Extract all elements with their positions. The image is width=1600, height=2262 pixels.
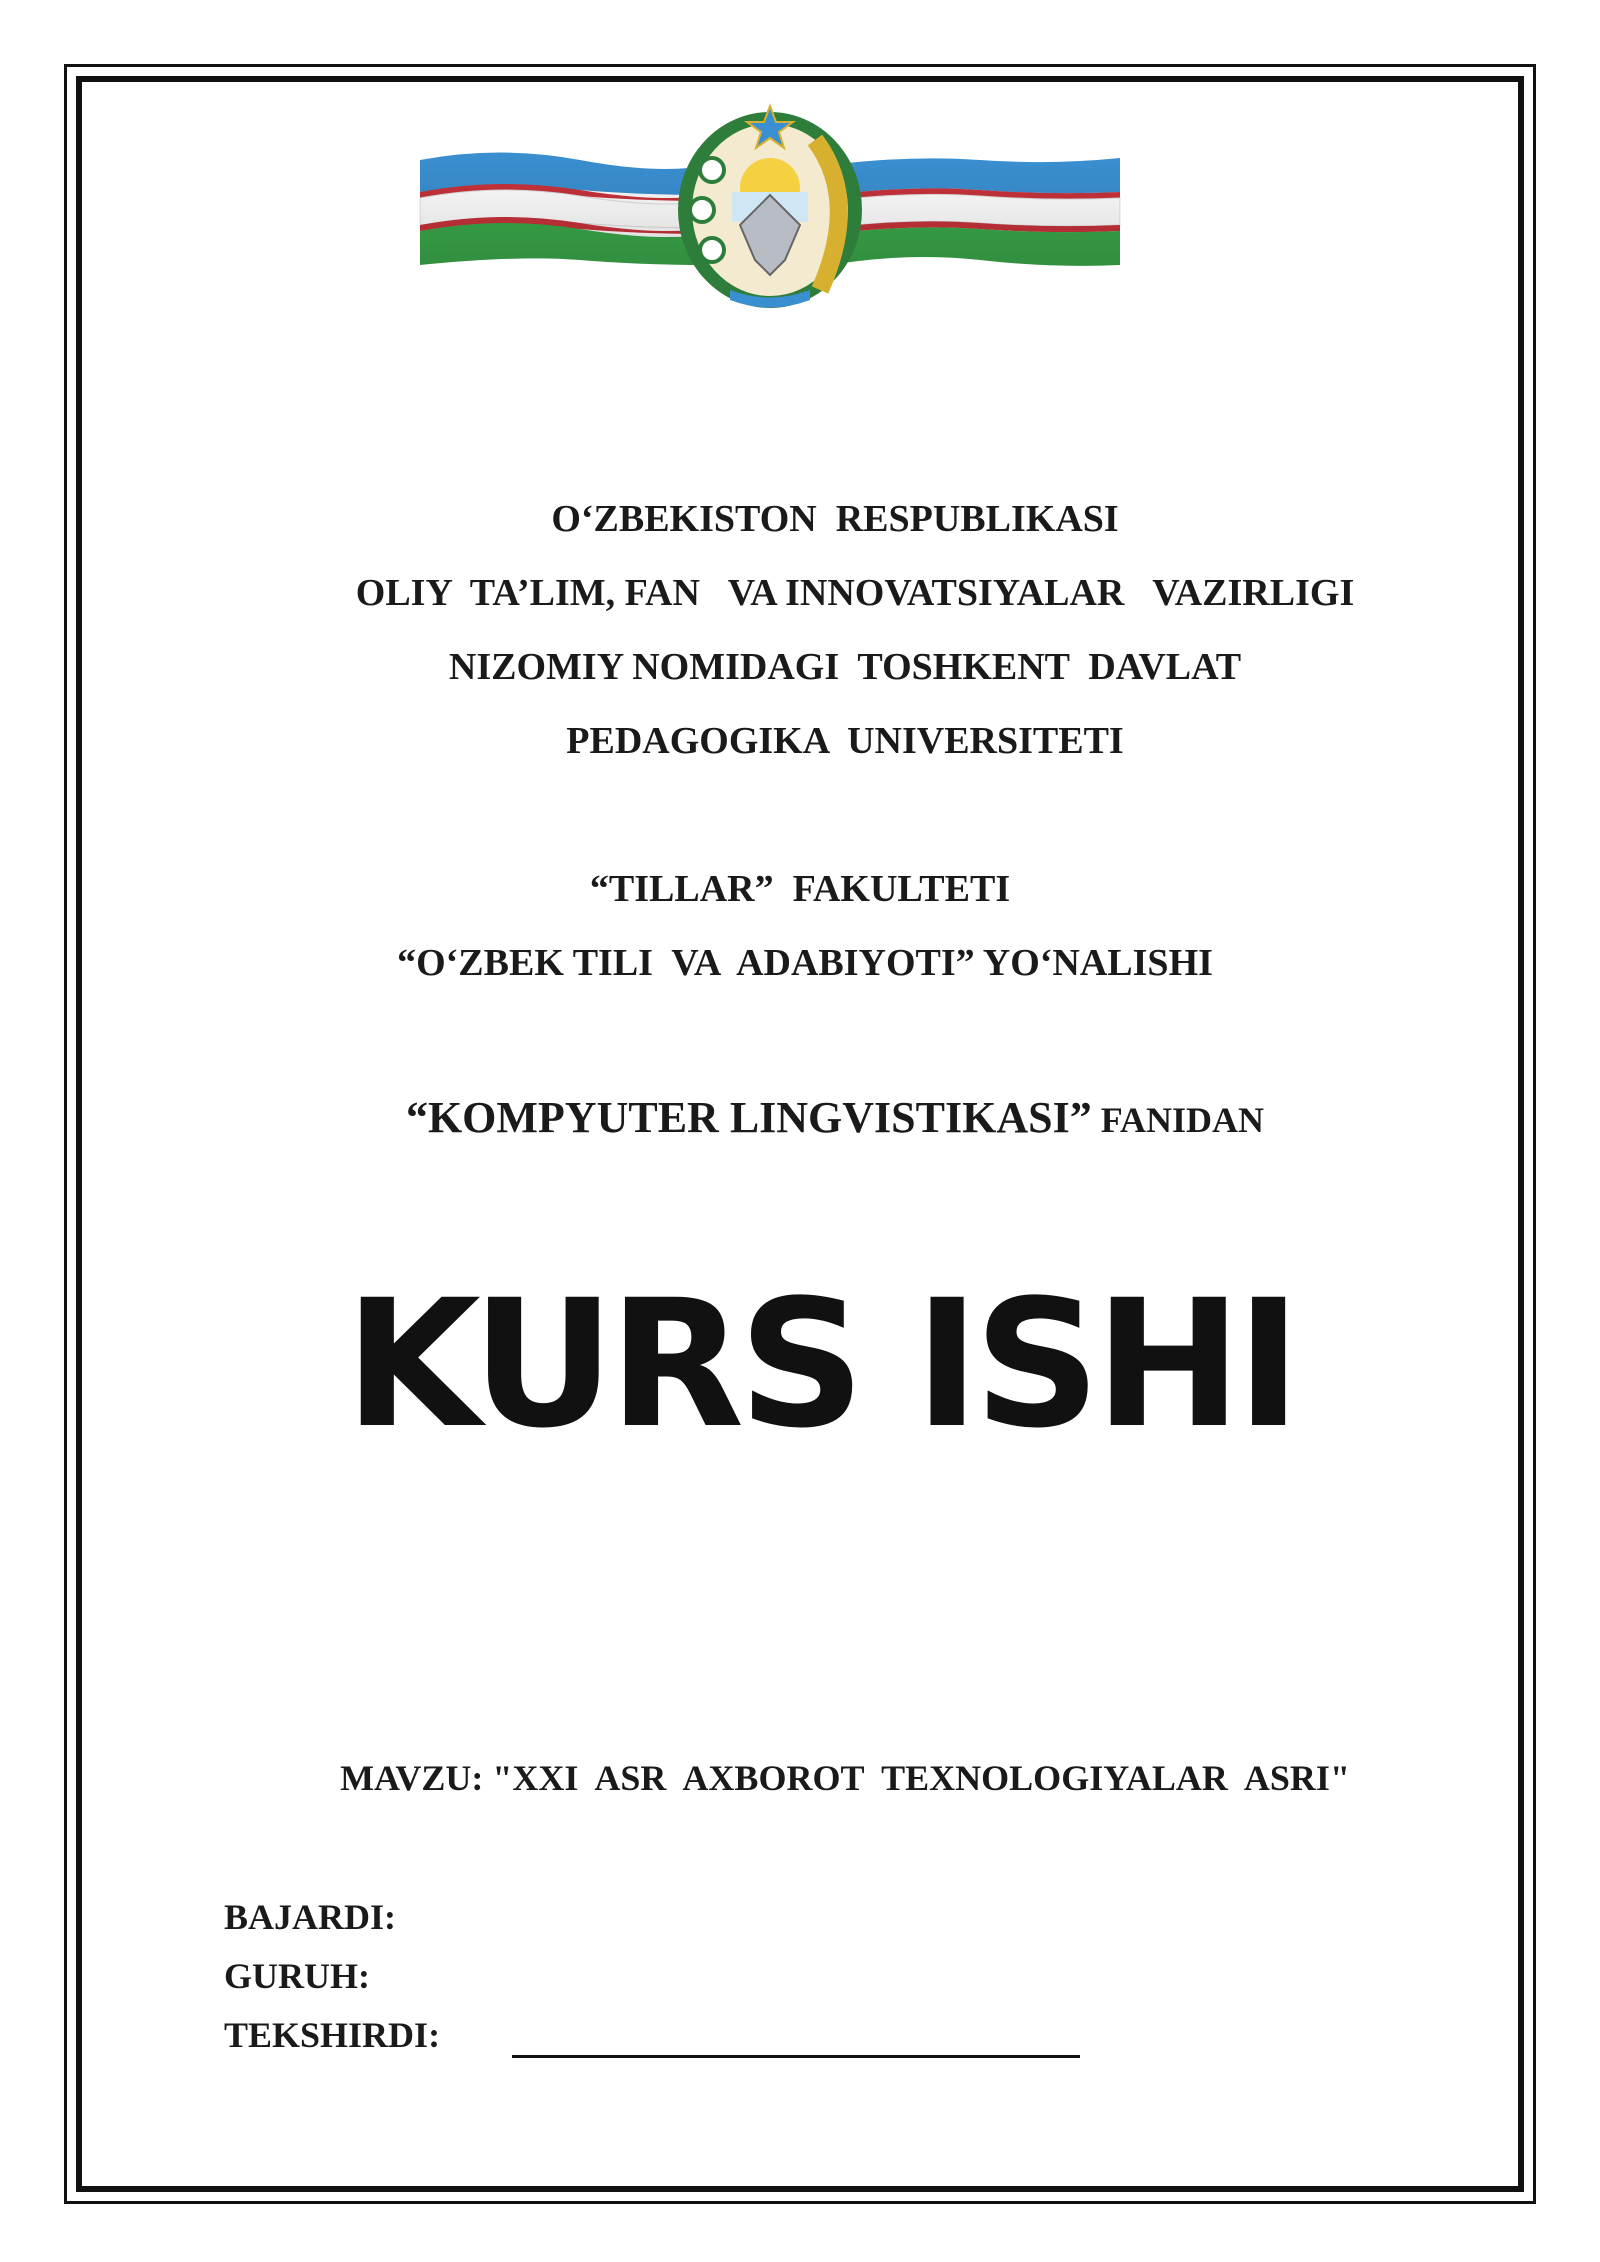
subject-line bbox=[0, 1092, 1600, 1143]
country-line: O‘ZBEKISTON RESPUBLIKASI bbox=[551, 498, 1119, 540]
checked-by-label: TEKSHIRDI: bbox=[224, 2015, 441, 2055]
university-line-2: PEDAGOGIKA UNIVERSITETI bbox=[566, 720, 1124, 762]
coat-of-arms bbox=[678, 106, 862, 308]
done-by-label: BAJARDI: bbox=[224, 1897, 397, 1937]
ministry-line: OLIY TA’LIM, FAN VA INNOVATSIYALAR VAZIRLIGI bbox=[355, 572, 1355, 614]
state-emblem-with-flags bbox=[410, 100, 1130, 320]
subject-suffix: FANIDAN bbox=[1091, 1100, 1265, 1140]
left-flag-ribbon bbox=[420, 153, 710, 266]
document-title: KURS ISHI bbox=[344, 1262, 1296, 1467]
subject-name: “KOMPYUTER LINGVISTIKASI” bbox=[405, 1093, 1092, 1142]
study-direction: “O‘ZBEK TILI VA ADABIYOTI” YO‘NALISHI bbox=[397, 942, 1213, 984]
faculty-name: “TILLAR” FAKULTETI bbox=[589, 868, 1011, 910]
group-label: GURUH: bbox=[224, 1956, 370, 1996]
university-line-1: NIZOMIY NOMIDAGI TOSHKENT DAVLAT bbox=[448, 646, 1242, 688]
right-flag-ribbon bbox=[830, 158, 1120, 266]
signature-line bbox=[512, 2055, 1080, 2058]
topic-line: MAVZU: "XXI ASR AXBOROT TEXNOLOGIYALAR ASRI" bbox=[340, 1758, 1350, 1798]
